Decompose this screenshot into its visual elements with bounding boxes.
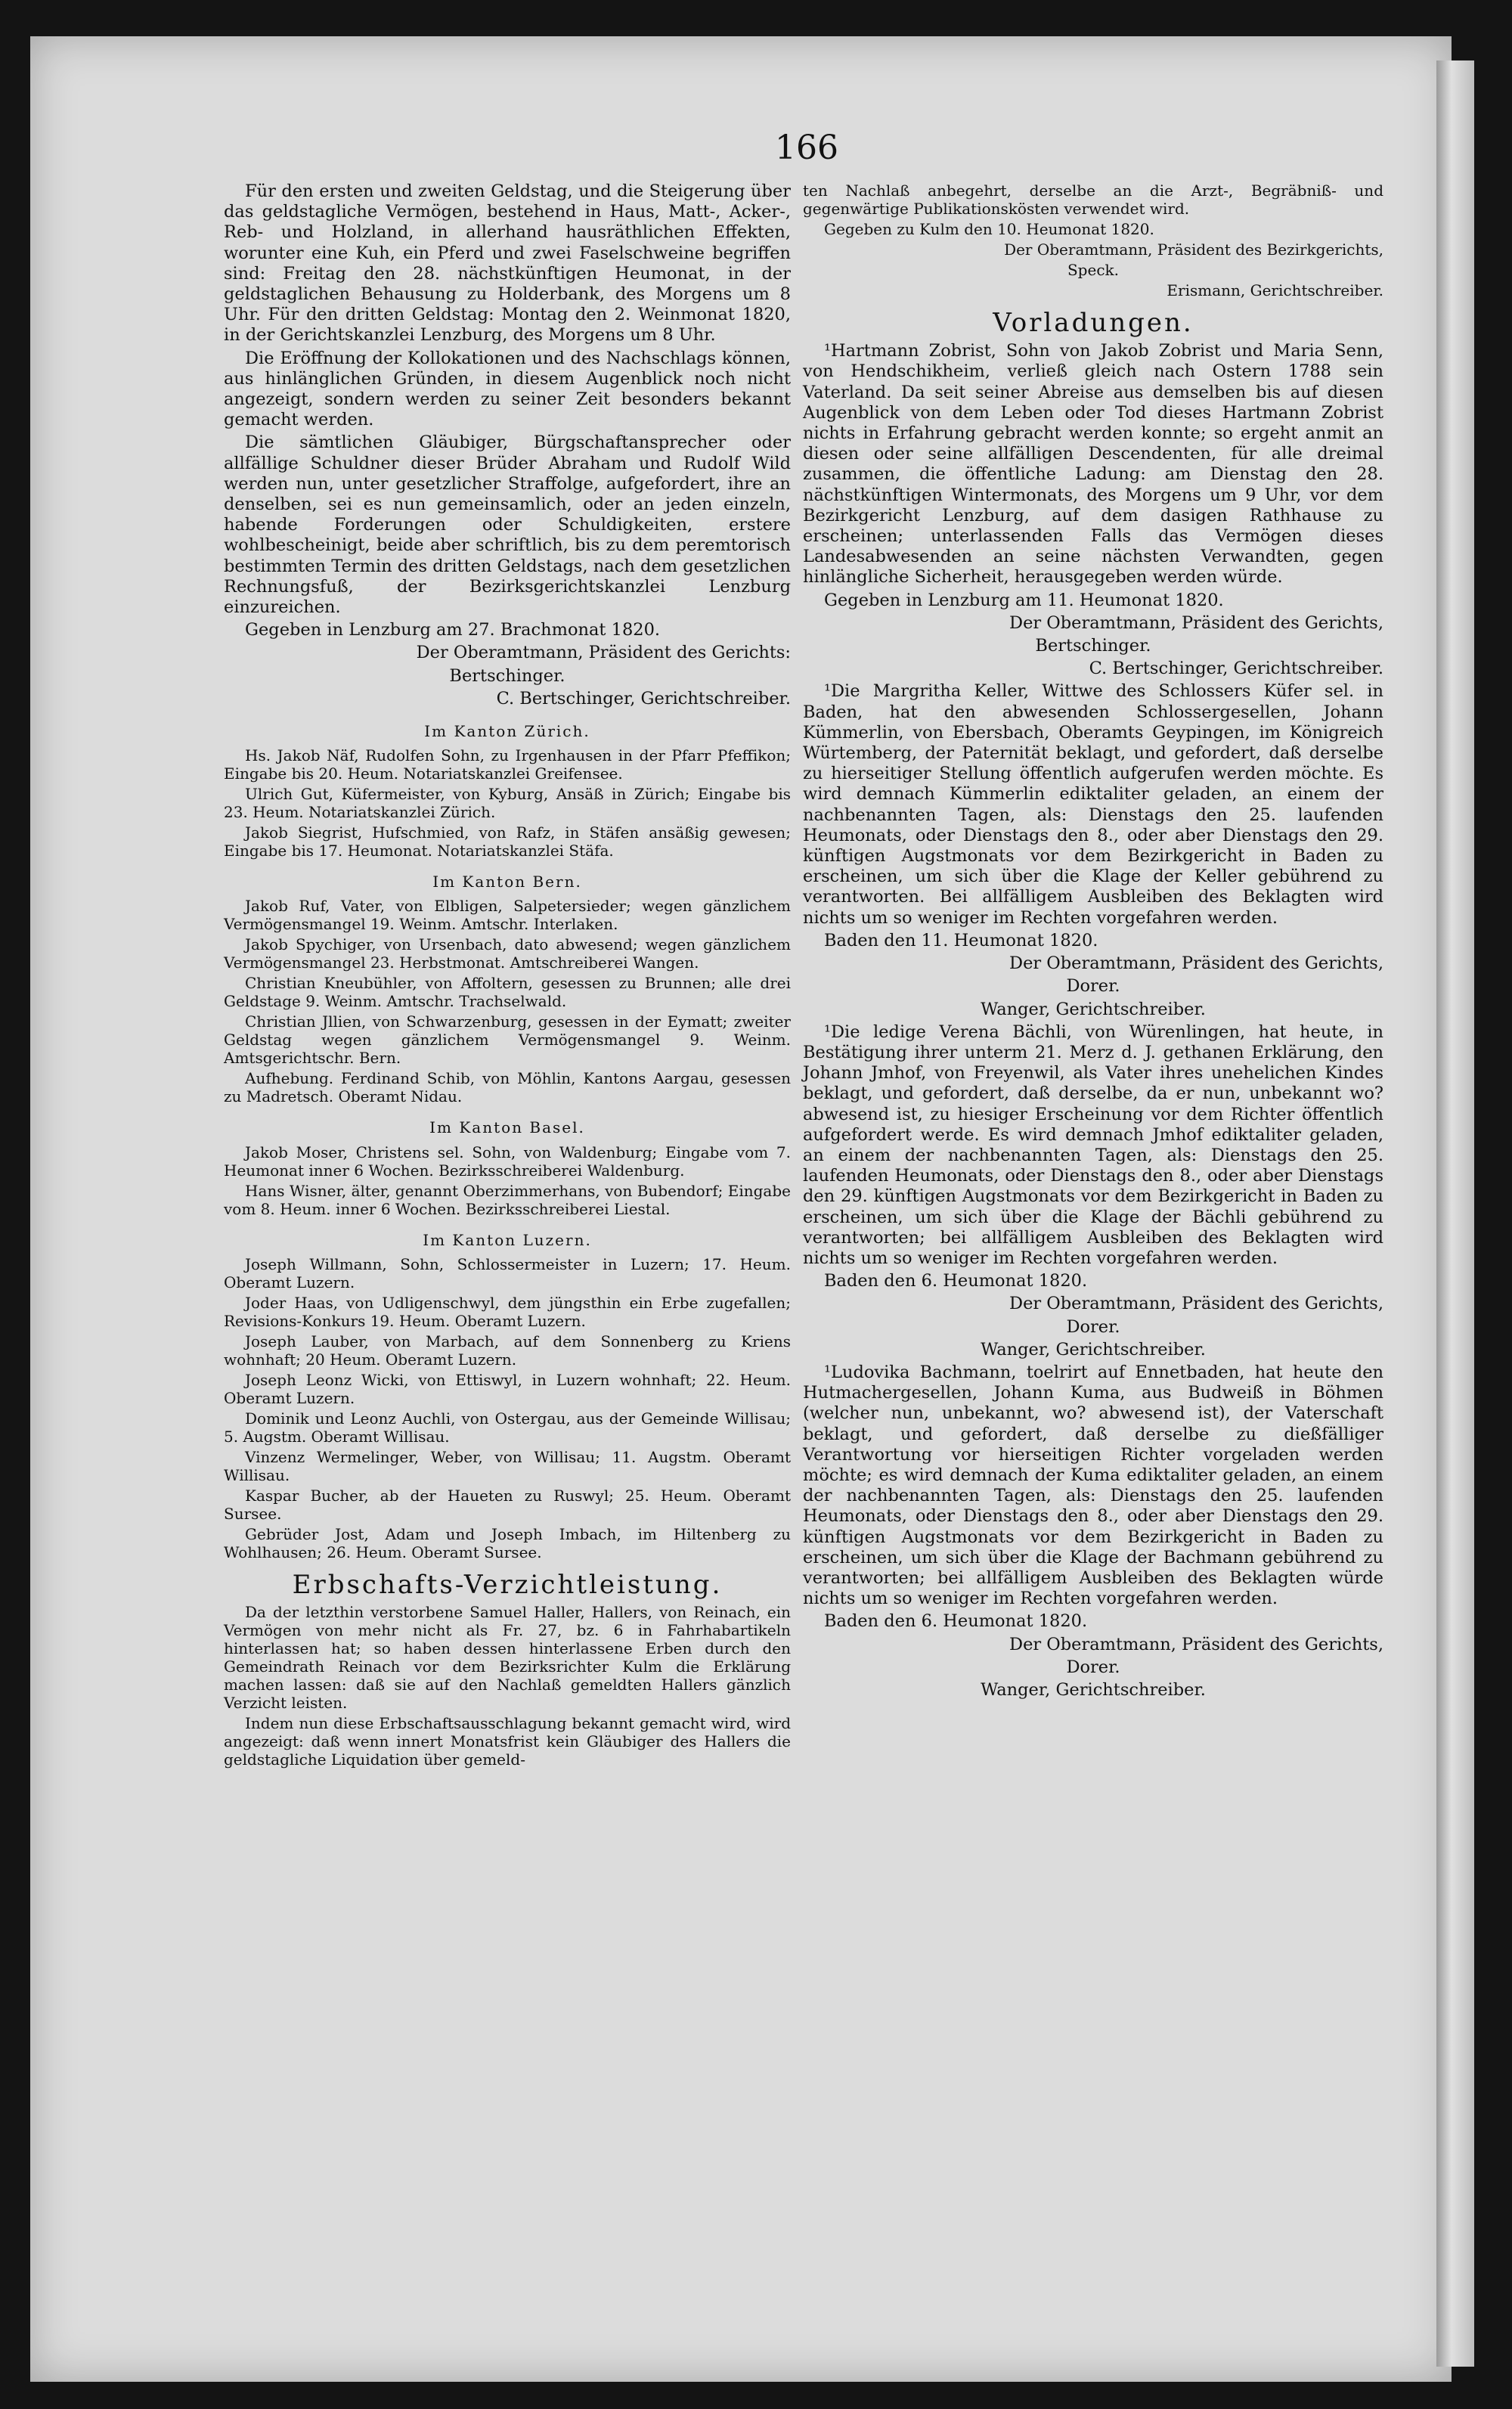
list-item: Joseph Lauber, von Marbach, auf dem Sonnenberg zu Kriens wohnhaft; 20 Heum. Oberamt Luzern. xyxy=(224,1332,791,1369)
right-column xyxy=(803,181,1383,1703)
signature-clerk: C. Bertschinger, Gerichtschreiber. xyxy=(1089,659,1383,679)
date-line: Baden den 11. Heumonat 1820. xyxy=(824,930,1098,950)
list-item: Hans Wisner, älter, genannt Oberzimmerhans, von Bubendorf; Eingabe vom 8. Heum. inner 6 Wochen. Bezirksschreiberei Liestal. xyxy=(224,1181,791,1218)
list-item: Ulrich Gut, Küfermeister, von Kyburg, Ansäß in Zürich; Eingabe bis 23. Heum. Notariatskanzlei Zürich. xyxy=(224,785,791,822)
signature-clerk: C. Bertschinger, Gerichtschreiber. xyxy=(496,688,791,708)
section-heading-erbschaft: Erbschafts-Verzichtleistung. xyxy=(292,1569,723,1600)
paragraph: Die sämtlichen Gläubiger, Bürgschaftansprecher oder allfällige Schuldner dieser Brüder Abraham und Rudolf Wild werden nun, unter gesetzlicher Straffolge, aufgefordert, ihre an denselben, sei es nun gemeinsamlich, oder an jeden einzeln, habende Forderungen oder Schuldigkeiten, erstere wohlbescheinigt, beide aber schriftlich, bis zu dem peremtorisch bestimmten Termin des dritten Geldstags, nach dem gesetzlichen Rechnungsfuß, der Bezirksgerichtskanzlei Lenzburg einzureichen. xyxy=(224,433,791,618)
list-item: Kaspar Bucher, ab der Haueten zu Ruswyl; 25. Heum. Oberamt Sursee. xyxy=(224,1486,791,1523)
paragraph: ¹Ludovika Bachmann, toelrirt auf Ennetbaden, hat heute den Hutmachergesellen, Johann Kuma, aus Budweiß in Böhmen (welcher nun, unbekannt, wo? abwesend ist), der Vaterschaft beklagt, und gefordert, daß derselbe zu dießfälliger Verantwortung vor hierseitigen Richter vorgeladen werden möchte; es wird demnach der Kuma ediktaliter geladen, an einem der nachbenannten Tagen, als: Dienstags den 25. laufenden Heumonats, oder Dienstags den 8., oder aber Dienstags den 29. künftigen Augstmonats vor dem Bezirkgericht in Baden zu erscheinen, um sich über die Klage der Bachmann gebührend zu verantworten; bei allfälligem Ausbleiben des Beklagten würde nichts um so weniger im Rechten vorgefahren werden. xyxy=(803,1362,1383,1609)
list-item: Joseph Willmann, Sohn, Schlossermeister in Luzern; 17. Heum. Oberamt Luzern. xyxy=(224,1254,791,1291)
section-heading-luzern: Im Kanton Luzern. xyxy=(423,1230,592,1249)
signature-name: Dorer. xyxy=(1066,976,1120,997)
signature-name: Dorer. xyxy=(1066,1316,1120,1337)
date-line: Baden den 6. Heumonat 1820. xyxy=(824,1611,1088,1632)
list-item: Christian Kneubühler, von Affoltern, gesessen zu Brunnen; alle drei Geldstage 9. Weinm. Amtschr. Trachselwald. xyxy=(224,974,791,1011)
page-number: 166 xyxy=(775,129,838,167)
signature-name: Speck. xyxy=(1067,261,1120,279)
signature-line: Der Oberamtmann, Präsident des Gerichts, xyxy=(1009,953,1383,974)
list-item: Jakob Moser, Christens sel. Sohn, von Waldenburg; Eingabe vom 7. Heumonat inner 6 Wochen. Bezirksschreiberei Waldenburg. xyxy=(224,1142,791,1180)
signature-line: Der Oberamtmann, Präsident des Bezirkgerichts, xyxy=(1004,240,1383,259)
paragraph: ¹Die Margritha Keller, Wittwe des Schlossers Küfer sel. in Baden, hat den abwesenden Schlossergesellen, Johann Kümmerlin, von Ebersbach, Oberamts Geypingen, im Königreich Würtemberg, der Paternität beklagt, und gefordert, daß derselbe zu hierseitiger Stellung öffentlich aufgerufen werden möchte. Es wird demnach Kümmerlin ediktaliter geladen, an einem der nachbenannten Tagen, als: Dienstags den 25. laufenden Heumonats, oder Dienstags den 8., oder aber Dienstags den 29. künftigen Augstmonats vor dem Bezirkgericht in Baden zu erscheinen, um sich über die Klage der Keller gebührend zu verantworten. Bei allfälligem Ausbleiben des Beklagten wird nichts um so weniger im Rechten vorgefahren werden. xyxy=(803,681,1383,928)
signature-line: Der Oberamtmann, Präsident des Gerichts, xyxy=(1009,1634,1383,1654)
list-item: Joseph Leonz Wicki, von Ettiswyl, in Luzern wohnhaft; 22. Heum. Oberamt Luzern. xyxy=(224,1370,791,1407)
signature-clerk: Wanger, Gerichtschreiber. xyxy=(981,1339,1206,1360)
paragraph: Die Eröffnung der Kollokationen und des Nachschlags können, aus hinlänglichen Gründen, in diesem Augenblick noch nicht angezeigt, sondern werden zu seiner Zeit besonders bekannt gemacht werden. xyxy=(224,348,791,430)
date-line: Baden den 6. Heumonat 1820. xyxy=(824,1271,1088,1291)
list-item: Jakob Spychiger, von Ursenbach, dato abwesend; wegen gänzlichem Vermögensmangel 23. Herbstmonat. Amtschreiberei Wangen. xyxy=(224,935,791,972)
section-heading-zurich: Im Kanton Zürich. xyxy=(424,722,590,741)
page-fold xyxy=(1436,60,1474,2367)
signature-name: Bertschinger. xyxy=(1035,636,1151,656)
signature-line: Der Oberamtmann, Präsident des Gerichts, xyxy=(1009,612,1383,633)
list-item: Hs. Jakob Näf, Rudolfen Sohn, zu Irgenhausen in der Pfarr Pfeffikon; Eingabe bis 20. Heum. Notariatskanzlei Greifensee. xyxy=(224,746,791,783)
list-item: Christian Jllien, von Schwarzenburg, gesessen in der Eymatt; zweiter Geldstag wegen gänzlichem Vermögensmangel 9. Weinm. Amtsgerichtschr. Bern. xyxy=(224,1012,791,1068)
signature-clerk: Wanger, Gerichtschreiber. xyxy=(981,999,1206,1019)
paragraph: ¹Die ledige Verena Bächli, von Würenlingen, hat heute, in Bestätigung ihrer unterm 21. Merz d. J. gethanen Erklärung, den Johann Jmhof, von Freyenwil, als Vater ihres unehelichen Kindes beklagt, und gefordert, daß derselbe, da er nun, unbekannt wo? abwesend ist, zu hiesiger Erscheinung vor dem Richter öffentlich aufgefordert werde. Es wird demnach Jmhof ediktaliter geladen, an einem der nachbenannten Tagen, als: Dienstags den 25. laufenden Heumonats, oder Dienstags den 8., oder aber Dienstags den 29. künftigen Augstmonats vor dem Bezirkgericht in Baden zu erscheinen, um sich über die Klage der Bächli gebührend zu verantworten; bei allfälligem Ausbleiben des Beklagten wird nichts um so weniger im Rechten vorgefahren werden. xyxy=(803,1022,1383,1268)
signature-name: Dorer. xyxy=(1066,1657,1120,1677)
signature-line: Der Oberamtmann, Präsident des Gerichts: xyxy=(416,643,791,663)
list-item: Aufhebung. Ferdinand Schib, von Möhlin, Kantons Aargau, gesessen zu Madretsch. Oberamt Nidau. xyxy=(224,1069,791,1106)
paragraph: ten Nachlaß anbegehrt, derselbe an die Arzt-, Begräbniß- und gegenwärtige Publikationskösten verwendet wird. xyxy=(803,181,1383,218)
section-heading-bern: Im Kanton Bern. xyxy=(432,873,582,891)
section-heading-vorladungen: Vorladungen. xyxy=(993,308,1194,338)
signature-clerk: Wanger, Gerichtschreiber. xyxy=(981,1680,1206,1700)
list-item: Joder Haas, von Udligenschwyl, dem jüngsthin ein Erbe zugefallen; Revisions-Konkurs 19. Heum. Oberamt Luzern. xyxy=(224,1293,791,1330)
left-column xyxy=(224,181,791,1771)
paragraph: ¹Hartmann Zobrist, Sohn von Jakob Zobrist und Maria Senn, von Hendschikheim, verließ gleich nach Ostern 1788 sein Vaterland. Da seit seiner Abreise aus demselben bis auf diesen Augenblick von dem Leben oder Tod dieses Hartmann Zobrist nichts in Erfahrung gebracht werden konnte; so ergeht anmit an diesen oder seine allfälligen Descendenten, für alle dreimal zusammen, die öffentliche Ladung: am Dienstag den 28. nächstkünftigen Wintermonats, des Morgens um 9 Uhr, vor dem Bezirkgericht Lenzburg, auf dem dasigen Rathhause zu erscheinen; unterlassenden Falls das Vermögen dieses Landesabwesenden an seine nächsten Verwandten, gegen hinlängliche Sicherheit, herausgegeben werden würde. xyxy=(803,341,1383,588)
list-item: Dominik und Leonz Auchli, von Ostergau, aus der Gemeinde Willisau; 5. Augstm. Oberamt Willisau. xyxy=(224,1409,791,1446)
date-line: Gegeben in Lenzburg am 27. Brachmonat 1820. xyxy=(245,620,661,640)
paragraph: Indem nun diese Erbschaftsausschlagung bekannt gemacht wird, wird angezeigt: daß wenn innert Monatsfrist kein Gläubiger des Hallers die geldstagliche Liquidation über gemeld- xyxy=(224,1714,791,1769)
signature-clerk: Erismann, Gerichtschreiber. xyxy=(1167,281,1383,299)
paragraph: Für den ersten und zweiten Geldstag, und die Steigerung über das geldstagliche Vermögen, bestehend in Haus, Matt-, Acker-, Reb- und Holzland, in allerhand hausräthlichen Effekten, worunter eine Kuh, ein Pferd und zwei Faselschweine begriffen sind: Freitag den 28. nächstkünftigen Heumonat, in der geldstaglichen Behausung zu Holderbank, des Morgens um 8 Uhr. Für den dritten Geldstag: Montag den 2. Weinmonat 1820, in der Gerichtskanzlei Lenzburg, des Morgens um 8 Uhr. xyxy=(224,181,791,346)
section-heading-basel: Im Kanton Basel. xyxy=(429,1118,585,1137)
date-line: Gegeben in Lenzburg am 11. Heumonat 1820. xyxy=(824,590,1224,610)
list-item: Jakob Ruf, Vater, von Elbligen, Salpetersieder; wegen gänzlichem Vermögensmangel 19. Weinm. Amtschr. Interlaken. xyxy=(224,897,791,934)
signature-line: Der Oberamtmann, Präsident des Gerichts, xyxy=(1009,1294,1383,1314)
date-line: Gegeben zu Kulm den 10. Heumonat 1820. xyxy=(824,220,1154,238)
list-item: Jakob Siegrist, Hufschmied, von Rafz, in Stäfen ansäßig gewesen; Eingabe bis 17. Heumonat. Notariatskanzlei Stäfa. xyxy=(224,823,791,860)
paragraph: Da der letzthin verstorbene Samuel Haller, Hallers, von Reinach, ein Vermögen von mehr nicht als Fr. 27, bz. 6 in Fahrhabartikeln hinterlassen hat; so haben dessen hinterlassene Erben durch den Gemeindrath Reinach vor dem Bezirksrichter Kulm die Erklärung machen lassen: daß sie auf den Nachlaß gemeldten Hallers gänzlich Verzicht leisten. xyxy=(224,1603,791,1713)
list-item: Gebrüder Jost, Adam und Joseph Imbach, im Hiltenberg zu Wohlhausen; 26. Heum. Oberamt Sursee. xyxy=(224,1524,791,1561)
list-item: Vinzenz Wermelinger, Weber, von Willisau; 11. Augstm. Oberamt Willisau. xyxy=(224,1447,791,1484)
signature-name: Bertschinger. xyxy=(449,665,565,686)
